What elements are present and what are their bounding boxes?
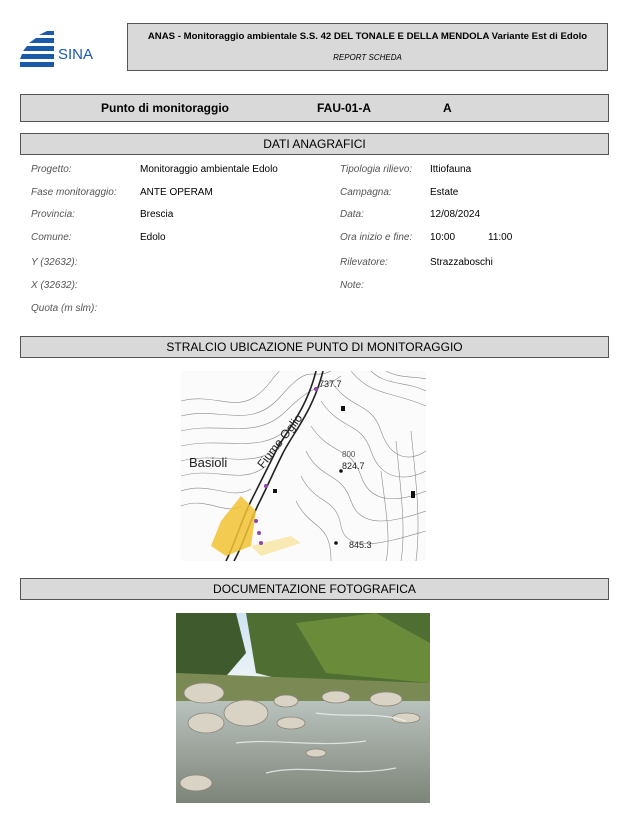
section-stralcio: STRALCIO UBICAZIONE PUNTO DI MONITORAGGIO bbox=[20, 336, 609, 358]
value-ora-fine: 11:00 bbox=[488, 232, 513, 243]
value-campagna: Estate bbox=[430, 187, 459, 198]
value-tipologia: Ittiofauna bbox=[430, 164, 472, 175]
logo-text: SINA bbox=[58, 46, 94, 63]
monitoring-point-letter: A bbox=[443, 101, 452, 115]
value-provincia: Brescia bbox=[140, 209, 174, 220]
label-note: Note: bbox=[340, 280, 364, 291]
label-quota: Quota (m slm): bbox=[31, 303, 98, 314]
section-documentazione: DOCUMENTAZIONE FOTOGRAFICA bbox=[20, 578, 609, 600]
map-label-alt3: 845.3 bbox=[349, 540, 372, 550]
label-ora: Ora inizio e fine: bbox=[340, 232, 413, 243]
report-subtitle: REPORT SCHEDA bbox=[333, 53, 402, 62]
map-label-place: Basioli bbox=[189, 455, 228, 470]
monitoring-point-label: Punto di monitoraggio bbox=[101, 101, 229, 115]
section-dati-anagrafici: DATI ANAGRAFICI bbox=[20, 133, 609, 155]
label-x: X (32632): bbox=[31, 280, 78, 291]
river-photo-image bbox=[176, 613, 430, 803]
river-photo bbox=[176, 613, 430, 803]
value-progetto: Monitoraggio ambientale Edolo bbox=[140, 164, 278, 175]
value-rilevatore: Strazzaboschi bbox=[430, 257, 493, 268]
label-fase: Fase monitoraggio: bbox=[31, 187, 117, 198]
label-campagna: Campagna: bbox=[340, 187, 392, 198]
topographic-map-image bbox=[181, 371, 426, 561]
report-header bbox=[127, 23, 608, 71]
map-label-contour: 800 bbox=[342, 450, 356, 459]
report-title: ANAS - Monitoraggio ambientale S.S. 42 DEL TONALE E DELLA MENDOLA Variante Est di Edolo bbox=[147, 31, 588, 42]
map-label-alt1: 737.7 bbox=[319, 379, 342, 389]
label-progetto: Progetto: bbox=[31, 164, 72, 175]
label-tipologia: Tipologia rilievo: bbox=[340, 164, 413, 175]
label-rilevatore: Rilevatore: bbox=[340, 257, 388, 268]
label-y: Y (32632): bbox=[31, 257, 78, 268]
value-fase: ANTE OPERAM bbox=[140, 187, 213, 198]
label-comune: Comune: bbox=[31, 232, 72, 243]
map-label-alt2: 824.7 bbox=[342, 461, 365, 471]
location-map bbox=[181, 371, 426, 561]
label-provincia: Provincia: bbox=[31, 209, 75, 220]
map-label-river: Fiume Oglio bbox=[254, 411, 306, 471]
value-ora-inizio: 10:00 bbox=[430, 232, 456, 243]
label-data: Data: bbox=[340, 209, 364, 220]
monitoring-point-bar bbox=[20, 94, 609, 122]
value-data: 12/08/2024 bbox=[430, 209, 481, 220]
value-comune: Edolo bbox=[140, 232, 166, 243]
monitoring-point-code: FAU-01-A bbox=[317, 101, 372, 115]
